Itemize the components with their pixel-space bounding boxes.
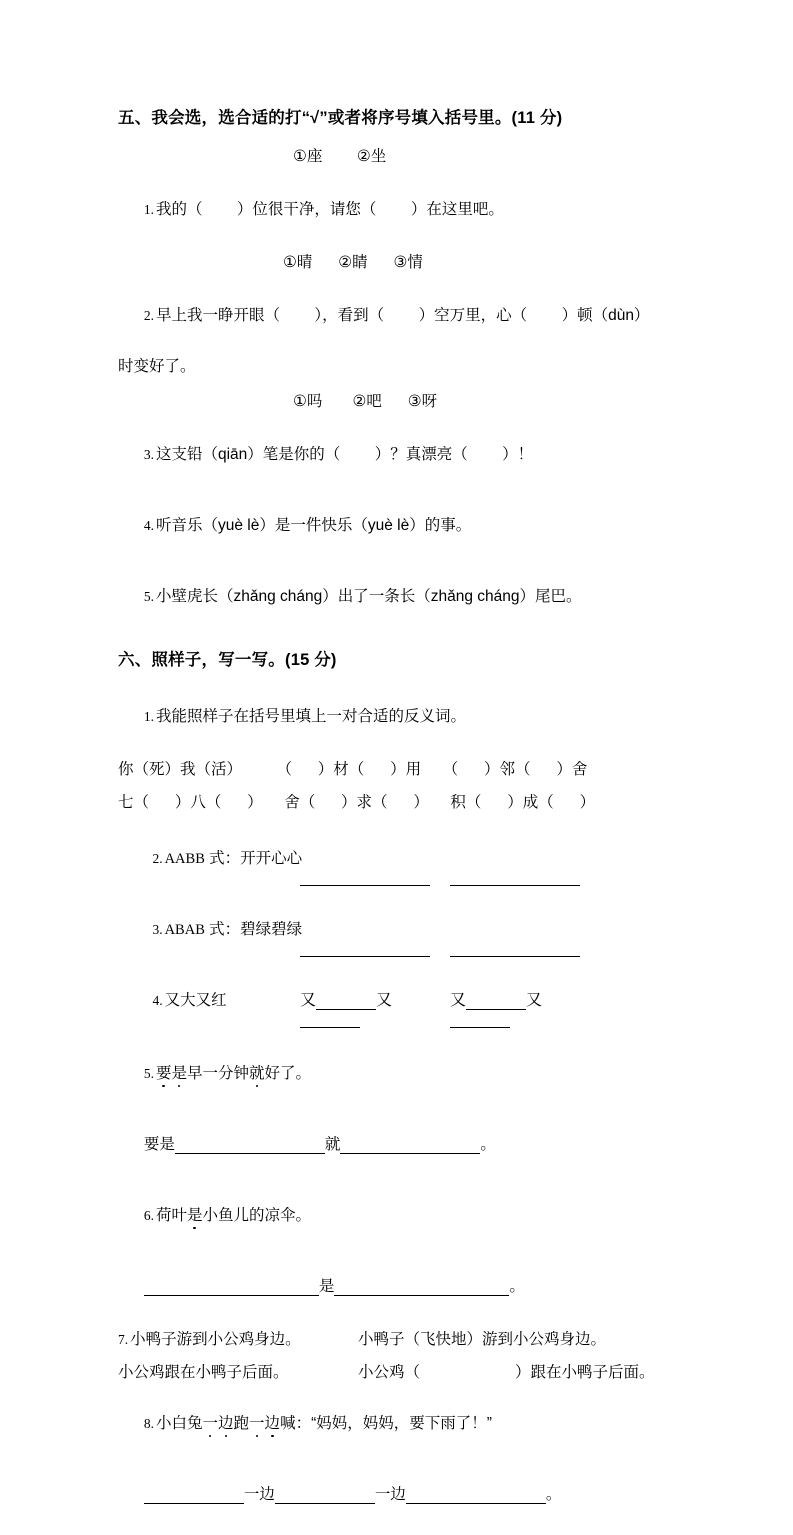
sentence-text: 小公鸡（ — [358, 1364, 421, 1381]
section-five-heading: 五、我会选，选合适的打“√”或者将序号填入括号里。(11 分) — [118, 109, 563, 127]
answer-blank[interactable] — [144, 1280, 319, 1296]
answer-slot[interactable] — [450, 939, 600, 957]
question-text: 听音乐（yuè lè）是一件快乐（yuè lè）的事。 — [155, 517, 472, 534]
question-number: 4. — [152, 993, 163, 1008]
question-text: 小壁虎长（zhǎng cháng）出了一条长（zhǎng cháng）尾巴。 — [155, 588, 582, 605]
question-number: 5. — [143, 589, 154, 604]
question-label — [118, 970, 300, 1028]
question-text: 荷叶 — [155, 1207, 187, 1224]
worksheet-content — [118, 104, 688, 1535]
section-six-question-8 — [118, 1393, 688, 1451]
prefix-char: 又 — [450, 992, 467, 1009]
antonym-row-1[interactable]: 你（死）我（活） （ ）材（ ）用 （ ）邻（ ）舍 — [118, 761, 588, 778]
question-text: 小白兔 — [155, 1415, 203, 1432]
question-number: 6. — [143, 1208, 154, 1223]
emphasis-char: 要 — [156, 1061, 172, 1083]
pattern-example: 式：碧绿碧绿 — [204, 921, 303, 938]
question-number: 8. — [143, 1416, 154, 1431]
section-five-options-1: ①座 ②坐 — [293, 148, 387, 165]
emphasis-char: 就 — [249, 1061, 265, 1083]
target-sentence: 小公鸡跟在小鸭子后面。 — [118, 1364, 289, 1381]
question-text: 这支铅（qiān）笔是你的（ ）？真漂亮（ ）！ — [155, 446, 534, 463]
sentence-connector: 是 — [318, 1278, 335, 1295]
question-text: 早一分钟 — [187, 1065, 250, 1082]
section-five-question-2-continuation: 时变好了。 — [118, 358, 196, 375]
sentence-period: 。 — [545, 1486, 562, 1503]
pattern-example: 式：开开心心 — [204, 850, 303, 867]
answer-blank[interactable] — [175, 1138, 325, 1154]
answer-blank[interactable] — [300, 941, 430, 957]
sentence-connector: 就 — [324, 1136, 341, 1153]
emphasis-char: 边 — [218, 1411, 234, 1433]
section-six-question-2 — [118, 828, 688, 886]
answer-blank[interactable] — [275, 1488, 375, 1504]
answer-blank[interactable] — [316, 994, 376, 1010]
question-number: 2. — [152, 851, 163, 866]
question-text: 喊：“妈妈，妈妈，要下雨了！” — [280, 1415, 492, 1432]
question-number: 4. — [143, 518, 154, 533]
emphasis-char: 边 — [265, 1411, 281, 1433]
emphasis-char: 是 — [171, 1061, 187, 1083]
answer-blank[interactable] — [406, 1488, 546, 1504]
question-text: 我的（ ）位很干净，请您（ ）在这里吧。 — [155, 201, 504, 218]
pattern-code: ABAB — [164, 922, 205, 938]
section-six-question-1 — [118, 686, 688, 744]
sentence-period: 。 — [509, 1278, 525, 1295]
question-text: 跑 — [233, 1415, 250, 1432]
question-number: 1. — [143, 202, 154, 217]
sentence-text: ）跟在小鸭子后面。 — [515, 1364, 655, 1381]
answer-slot[interactable] — [450, 987, 600, 1028]
emphasis-char: 一 — [202, 1411, 218, 1433]
section-five-question-4 — [118, 495, 688, 553]
sentence-connector: 一边 — [374, 1486, 406, 1503]
pattern-example: 又大又红 — [164, 992, 227, 1009]
question-label — [118, 828, 303, 886]
section-six-question-6 — [118, 1185, 688, 1243]
answer-blank[interactable] — [450, 941, 580, 957]
question-number: 3. — [152, 922, 163, 937]
section-six-answer-5[interactable] — [118, 1114, 688, 1172]
answer-blank[interactable] — [144, 1488, 244, 1504]
question-text: 我能照样子在括号里填上一对合适的反义词。 — [155, 708, 466, 725]
example-answer: 小鸭子（飞快地）游到小公鸡身边。 — [358, 1331, 607, 1348]
answer-blank[interactable] — [334, 1280, 509, 1296]
answer-slot[interactable] — [450, 868, 600, 886]
sentence-connector: 一边 — [243, 1486, 275, 1503]
question-number: 1. — [143, 709, 154, 724]
sentence-prefix: 要是 — [143, 1136, 175, 1153]
answer-blank[interactable] — [300, 870, 430, 886]
question-number: 7. — [118, 1332, 129, 1347]
section-six-question-7-line-2 — [118, 1360, 688, 1382]
emphasis-char: 一 — [249, 1411, 265, 1433]
question-number: 3. — [143, 447, 154, 462]
question-text: 小鱼儿的凉伞。 — [202, 1207, 312, 1224]
prefix-char: 又 — [300, 992, 317, 1009]
section-six-answer-6[interactable] — [118, 1256, 688, 1314]
section-five-question-3 — [118, 424, 688, 482]
question-text: 好了。 — [264, 1065, 312, 1082]
section-five-question-2 — [118, 285, 688, 343]
prefix-char: 又 — [376, 992, 393, 1009]
prefix-char: 又 — [526, 992, 543, 1009]
section-five-question-5 — [118, 566, 688, 624]
question-number: 2. — [143, 308, 154, 323]
section-five-options-3: ①吗 ②吧 ③呀 — [293, 393, 438, 410]
question-number: 5. — [143, 1066, 154, 1081]
target-answer[interactable] — [358, 1360, 688, 1382]
section-six-question-4 — [118, 970, 688, 1028]
answer-slot[interactable] — [300, 939, 450, 957]
answer-slot[interactable] — [300, 987, 450, 1028]
section-six-answer-8[interactable] — [118, 1464, 688, 1522]
pattern-code: AABB — [164, 851, 205, 867]
answer-blank[interactable] — [450, 1012, 510, 1028]
answer-blank[interactable] — [340, 1138, 480, 1154]
section-five-question-1 — [118, 179, 688, 237]
emphasis-char: 是 — [187, 1203, 203, 1225]
sentence-period: 。 — [480, 1136, 496, 1153]
section-six-question-5 — [118, 1043, 688, 1101]
antonym-row-2[interactable]: 七（ ）八（ ） 舍（ ）求（ ） 积（ ）成（ ） — [118, 794, 596, 811]
question-label — [118, 899, 303, 957]
example-sentence — [118, 1327, 358, 1349]
sentence-text: 小鸭子游到小公鸡身边。 — [130, 1331, 301, 1348]
question-text: 早上我一睁开眼（ ），看到（ ）空万里，心（ ）顿（dùn） — [155, 307, 650, 324]
answer-blank[interactable] — [450, 870, 580, 886]
section-five-options-2: ①晴 ②睛 ③情 — [283, 254, 423, 271]
section-six-heading: 六、照样子，写一写。(15 分) — [118, 651, 337, 669]
section-six-question-7-line-1 — [118, 1327, 688, 1349]
answer-blank[interactable] — [466, 994, 526, 1010]
section-six-question-3 — [118, 899, 688, 957]
answer-blank[interactable] — [300, 1012, 360, 1028]
answer-slot[interactable] — [300, 868, 450, 886]
